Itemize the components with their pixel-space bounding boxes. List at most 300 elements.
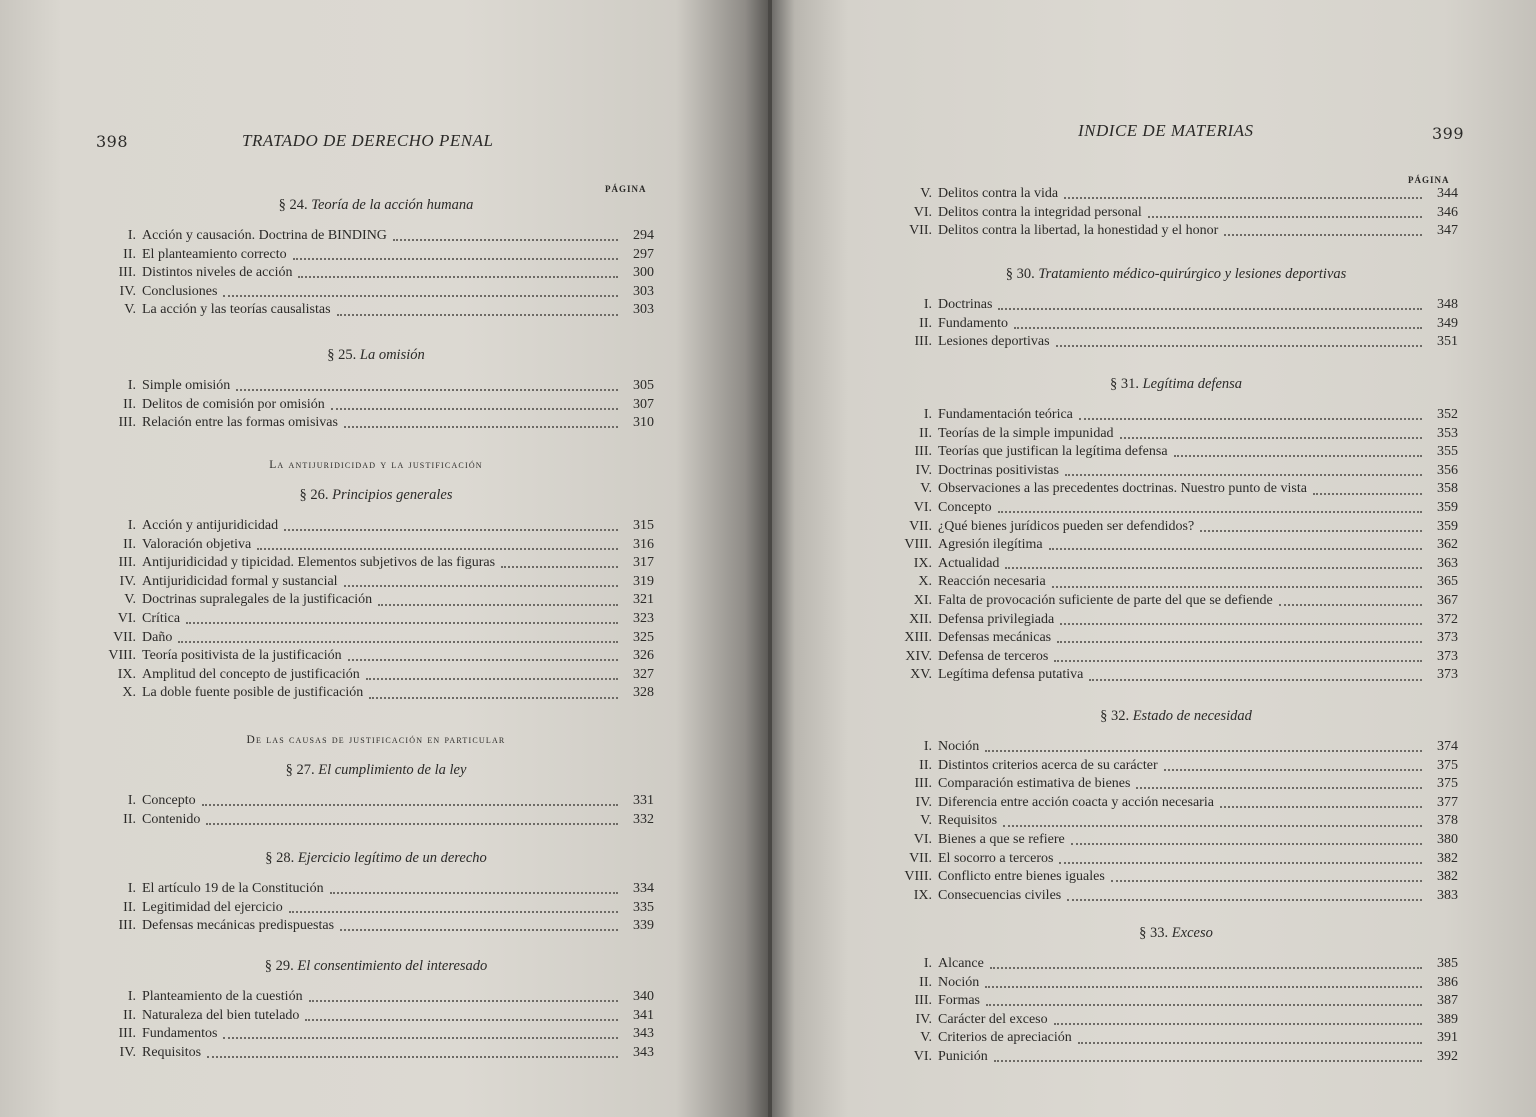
dot-leader — [202, 804, 618, 806]
entry-label: Doctrinas — [938, 297, 993, 312]
entry-number: IV. — [119, 283, 136, 299]
section-title: La omisión — [359, 347, 425, 363]
entry-number: I. — [127, 228, 136, 243]
entry-page: 378 — [1437, 813, 1458, 829]
section-title: Tratamiento médico-quirúrgico y lesiones deportivas — [1038, 266, 1347, 282]
entry-page: 305 — [633, 378, 654, 393]
dot-leader — [1064, 197, 1422, 199]
entry-page: 382 — [1437, 850, 1458, 866]
entry-page: 343 — [633, 1044, 654, 1060]
entry-label: Distintos criterios acerca de su carácter — [938, 757, 1158, 773]
dot-leader — [1054, 1023, 1422, 1025]
entry-number: I. — [923, 297, 932, 312]
entry-number: I. — [127, 989, 136, 1004]
toc-entry — [98, 900, 654, 919]
toc-entry — [98, 518, 654, 537]
entry-page: 392 — [1437, 1048, 1458, 1064]
right-page — [772, 0, 1536, 1117]
entry-label: Formas — [938, 993, 980, 1009]
toc-section — [98, 197, 654, 321]
dot-leader — [223, 1037, 618, 1039]
entry-page: 386 — [1437, 974, 1458, 990]
dot-leader — [1052, 586, 1422, 588]
entry-label: Conclusiones — [142, 283, 218, 299]
entry-number: V. — [124, 302, 136, 318]
section-heading — [98, 197, 654, 214]
entry-page: 319 — [633, 573, 654, 589]
entry-number: II. — [919, 974, 932, 990]
dot-leader — [985, 750, 1422, 752]
toc-entry — [98, 793, 654, 812]
entry-number: VII. — [909, 518, 932, 534]
dot-leader — [1065, 474, 1422, 476]
section-symbol: § 24. — [278, 197, 308, 213]
section-heading — [894, 925, 1458, 942]
entry-number: IV. — [119, 1044, 136, 1060]
entry-label: Contenido — [142, 811, 201, 827]
entry-label: Alcance — [938, 956, 984, 971]
running-title: TRATADO DE DERECHO PENAL — [242, 131, 494, 150]
entry-page: 347 — [1437, 223, 1458, 239]
toc-entry — [98, 812, 654, 831]
entry-label: Doctrinas supralegales de la justificación — [142, 592, 373, 608]
entry-label: El planteamiento correcto — [142, 246, 287, 262]
toc-entry — [894, 888, 1458, 907]
dot-leader — [1220, 806, 1422, 808]
pagina-label: PÁGINA — [605, 184, 647, 194]
entry-page: 373 — [1437, 667, 1458, 683]
toc-entry — [894, 316, 1458, 335]
entry-label: Requisitos — [938, 813, 998, 829]
entry-page: 374 — [1437, 739, 1458, 754]
entry-label: Fundamentos — [142, 1026, 218, 1042]
section-title: El cumplimiento de la ley — [318, 762, 467, 778]
toc-entry — [894, 223, 1458, 242]
entry-label: Requisitos — [142, 1044, 202, 1060]
toc-section — [894, 266, 1458, 353]
entry-page: 373 — [1437, 648, 1458, 664]
entry-label: Planteamiento de la cuestión — [142, 989, 303, 1004]
entry-number: I. — [127, 881, 136, 896]
entry-page: 391 — [1437, 1030, 1458, 1046]
page-number: 399 — [1432, 124, 1465, 143]
toc-entry — [894, 795, 1458, 814]
dot-leader — [186, 622, 618, 624]
entry-number: V. — [920, 1030, 932, 1046]
entry-page: 326 — [633, 648, 654, 664]
entry-label: Antijuridicidad y tipicidad. Elementos subjetivos de las figuras — [142, 555, 496, 571]
toc-entry — [894, 205, 1458, 224]
entry-page: 385 — [1437, 956, 1458, 971]
dot-leader — [331, 408, 618, 410]
toc-entry — [894, 519, 1458, 538]
entry-label: Daño — [142, 629, 173, 645]
entry-label: Delitos contra la libertad, la honestidad y el honor — [938, 223, 1219, 239]
entry-label: Amplitud del concepto de justificación — [142, 666, 360, 682]
entry-page: 325 — [633, 629, 654, 645]
section-title: Teoría de la acción humana — [311, 197, 474, 213]
entry-label: Doctrinas positivistas — [938, 462, 1059, 478]
dot-leader — [1067, 899, 1422, 901]
dot-leader — [1005, 567, 1422, 569]
dot-leader — [994, 1060, 1422, 1062]
dot-leader — [257, 548, 618, 550]
section-symbol: § 29. — [264, 958, 294, 974]
entry-number: III. — [914, 444, 932, 460]
entry-label: Fundamentación teórica — [938, 407, 1073, 422]
section-heading — [894, 376, 1458, 393]
entry-number: III. — [118, 1026, 136, 1042]
entry-number: X. — [918, 574, 932, 590]
dot-leader — [1054, 660, 1422, 662]
toc-entry — [98, 648, 654, 667]
entry-label: Distintos niveles de acción — [142, 265, 293, 281]
dot-leader — [340, 929, 618, 931]
dot-leader — [501, 566, 618, 568]
toc-entry — [894, 537, 1458, 556]
section-symbol: § 26. — [299, 487, 329, 503]
dot-leader — [1164, 769, 1422, 771]
entry-label: Teoría positivista de la justificación — [142, 648, 342, 664]
toc-entry — [894, 813, 1458, 832]
entry-page: 358 — [1437, 481, 1458, 497]
entry-page: 365 — [1437, 574, 1458, 590]
entry-number: IV. — [119, 573, 136, 589]
dot-leader — [289, 911, 618, 913]
pagina-label: PÁGINA — [1408, 175, 1450, 185]
entry-label: Defensas mecánicas — [938, 630, 1052, 646]
entry-number: VI. — [913, 1048, 932, 1064]
entry-page: 375 — [1437, 757, 1458, 773]
toc-entry — [98, 630, 654, 649]
entry-number: III. — [118, 555, 136, 571]
toc-entry — [894, 444, 1458, 463]
entry-page: 349 — [1437, 315, 1458, 331]
entry-number: VII. — [909, 223, 932, 239]
entry-page: 367 — [1437, 592, 1458, 608]
entry-label: Delitos contra la vida — [938, 186, 1059, 201]
entry-page: 372 — [1437, 611, 1458, 627]
section-symbol: § 31. — [1109, 376, 1139, 392]
toc-entry — [98, 415, 654, 434]
dot-leader — [998, 511, 1422, 513]
dot-leader — [298, 276, 618, 278]
entry-page: 352 — [1437, 407, 1458, 422]
toc-entry — [894, 993, 1458, 1012]
entry-label: Diferencia entre acción coacta y acción necesaria — [938, 794, 1214, 810]
toc-entry — [98, 685, 654, 704]
entry-page: 359 — [1437, 518, 1458, 534]
entry-page: 341 — [633, 1007, 654, 1023]
section-heading — [894, 708, 1458, 725]
section-symbol: § 25. — [327, 347, 357, 363]
entry-number: VIII. — [904, 537, 932, 553]
entry-number: VII. — [113, 629, 136, 645]
toc-entry — [894, 869, 1458, 888]
dot-leader — [369, 697, 618, 699]
section-heading — [98, 958, 654, 975]
dot-leader — [1111, 880, 1422, 882]
toc-entry — [98, 667, 654, 686]
entry-page: 307 — [633, 396, 654, 412]
entry-number: III. — [118, 415, 136, 431]
entry-page: 332 — [633, 811, 654, 827]
entry-number: IX. — [913, 555, 932, 571]
entry-number: VII. — [909, 850, 932, 866]
dot-leader — [378, 604, 618, 606]
entry-number: X. — [122, 685, 136, 701]
entry-number: I. — [923, 956, 932, 971]
entry-page: 297 — [633, 246, 654, 262]
toc-entry — [98, 1045, 654, 1064]
toc-entry — [894, 463, 1458, 482]
entry-number: V. — [920, 186, 932, 201]
section-title: Legítima defensa — [1142, 376, 1243, 392]
toc-entry — [98, 881, 654, 900]
dot-leader — [1279, 604, 1422, 606]
dot-leader — [1148, 216, 1422, 218]
entry-label: Conflicto entre bienes iguales — [938, 869, 1105, 885]
dot-leader — [998, 308, 1422, 310]
dot-leader — [206, 823, 618, 825]
entry-label: La acción y las teorías causalistas — [142, 302, 331, 318]
entry-number: III. — [914, 334, 932, 350]
dot-leader — [337, 314, 618, 316]
entry-number: III. — [914, 776, 932, 792]
dot-leader — [207, 1056, 618, 1058]
section-symbol: § 30. — [1005, 266, 1035, 282]
toc-section — [894, 186, 1458, 242]
toc-section — [98, 734, 654, 830]
entry-label: Falta de provocación suficiente de parte del que se defiende — [938, 592, 1273, 608]
dot-leader — [1060, 623, 1422, 625]
toc-entry — [894, 1049, 1458, 1068]
entry-page: 380 — [1437, 831, 1458, 847]
entry-number: IX. — [117, 666, 136, 682]
entry-label: Comparación estimativa de bienes — [938, 776, 1131, 792]
dot-leader — [1120, 437, 1422, 439]
toc-entry — [894, 407, 1458, 426]
toc-entry — [894, 612, 1458, 631]
dot-leader — [1200, 530, 1422, 532]
entry-page: 331 — [633, 793, 654, 808]
entry-label: Legitimidad del ejercicio — [142, 899, 283, 915]
toc-entry — [98, 265, 654, 284]
toc-section — [98, 958, 654, 1063]
entry-page: 339 — [633, 918, 654, 934]
part-title: La antijuridicidad y la justificación — [269, 459, 483, 471]
entry-number: I. — [127, 793, 136, 808]
section-symbol: § 28. — [265, 850, 295, 866]
entry-page: 383 — [1437, 887, 1458, 903]
part-title: De las causas de justificación en particular — [246, 734, 506, 746]
entry-number: XV. — [910, 667, 932, 683]
entry-page: 327 — [633, 666, 654, 682]
entry-page: 353 — [1437, 425, 1458, 441]
dot-leader — [1056, 345, 1422, 347]
entry-number: II. — [919, 425, 932, 441]
toc-entry — [894, 1012, 1458, 1031]
dot-leader — [1014, 327, 1422, 329]
entry-number: VI. — [913, 831, 932, 847]
toc-entry — [894, 776, 1458, 795]
entry-label: Relación entre las formas omisivas — [142, 415, 338, 431]
entry-label: Crítica — [142, 610, 181, 626]
entry-page: 300 — [633, 265, 654, 281]
dot-leader — [1136, 787, 1422, 789]
entry-number: II. — [919, 315, 932, 331]
entry-label: Observaciones a las precedentes doctrinas. Nuestro punto de vista — [938, 481, 1307, 497]
dot-leader — [1059, 862, 1422, 864]
entry-number: II. — [123, 396, 136, 412]
section-heading — [98, 487, 654, 504]
entry-label: Fundamento — [938, 315, 1008, 331]
toc-entry — [894, 667, 1458, 686]
entry-label: Defensa de terceros — [938, 648, 1049, 664]
dot-leader — [344, 585, 618, 587]
entry-label: ¿Qué bienes jurídicos pueden ser defendidos? — [938, 518, 1195, 534]
entry-page: 344 — [1437, 186, 1458, 201]
entry-label: Concepto — [142, 793, 196, 808]
entry-page: 382 — [1437, 869, 1458, 885]
dot-leader — [293, 258, 618, 260]
dot-leader — [309, 1000, 618, 1002]
entry-page: 323 — [633, 610, 654, 626]
toc-entry — [894, 975, 1458, 994]
entry-label: Teorías de la simple impunidad — [938, 425, 1114, 441]
toc-entry — [894, 851, 1458, 870]
section-symbol: § 33. — [1139, 925, 1169, 941]
entry-page: 321 — [633, 592, 654, 608]
entry-page: 334 — [633, 881, 654, 896]
entry-page: 315 — [633, 518, 654, 533]
toc-entry — [894, 426, 1458, 445]
dot-leader — [348, 659, 618, 661]
entry-number: II. — [123, 811, 136, 827]
toc-entry — [98, 918, 654, 937]
section-title: Exceso — [1171, 925, 1213, 941]
toc-entry — [98, 1026, 654, 1045]
entry-number: XIII. — [904, 630, 932, 646]
toc-entry — [98, 555, 654, 574]
dot-leader — [985, 986, 1422, 988]
dot-leader — [330, 892, 618, 894]
entry-label: Reacción necesaria — [938, 574, 1046, 590]
entry-label: Actualidad — [938, 555, 1000, 571]
dot-leader — [1224, 234, 1422, 236]
dot-leader — [1079, 418, 1422, 420]
entry-page: 389 — [1437, 1011, 1458, 1027]
dot-leader — [1089, 679, 1422, 681]
entry-number: V. — [920, 813, 932, 829]
section-symbol: § 27. — [285, 762, 315, 778]
toc-entry — [98, 302, 654, 321]
dot-leader — [1078, 1042, 1422, 1044]
entry-number: IV. — [915, 462, 932, 478]
section-symbol: § 32. — [1100, 708, 1130, 724]
entry-label: Antijuridicidad formal y sustancial — [142, 573, 338, 589]
entry-number: XI. — [913, 592, 932, 608]
entry-label: El socorro a terceros — [938, 850, 1054, 866]
entry-number: IV. — [915, 1011, 932, 1027]
toc-section — [98, 347, 654, 434]
entry-page: 348 — [1437, 297, 1458, 312]
entry-number: V. — [124, 592, 136, 608]
toc-entry — [894, 758, 1458, 777]
toc-entry — [98, 247, 654, 266]
entry-number: IX. — [913, 887, 932, 903]
toc-section — [894, 708, 1458, 906]
toc-entry — [98, 397, 654, 416]
entry-page: 363 — [1437, 555, 1458, 571]
entry-number: VI. — [117, 610, 136, 626]
entry-label: Consecuencias civiles — [938, 887, 1062, 903]
entry-number: VIII. — [904, 869, 932, 885]
toc-entry — [894, 481, 1458, 500]
entry-page: 356 — [1437, 462, 1458, 478]
entry-label: Acción y causación. Doctrina de BINDING — [142, 228, 387, 243]
dot-leader — [1049, 548, 1422, 550]
dot-leader — [1071, 843, 1422, 845]
dot-leader — [1003, 825, 1422, 827]
toc-entry — [98, 989, 654, 1008]
entry-label: Punición — [938, 1048, 988, 1064]
entry-number: II. — [123, 899, 136, 915]
entry-number: I. — [127, 518, 136, 533]
entry-label: Acción y antijuridicidad — [142, 518, 279, 533]
section-heading — [98, 850, 654, 867]
toc-entry — [894, 649, 1458, 668]
entry-number: II. — [123, 536, 136, 552]
entry-label: Naturaleza del bien tutelado — [142, 1007, 300, 1023]
entry-label: Criterios de apreciación — [938, 1030, 1072, 1046]
section-heading — [98, 347, 654, 364]
entry-number: VI. — [913, 499, 932, 515]
dot-leader — [344, 426, 618, 428]
page-number: 398 — [96, 132, 129, 151]
toc-entry — [894, 334, 1458, 353]
entry-page: 294 — [633, 228, 654, 243]
section-heading — [894, 266, 1458, 283]
toc-entry — [894, 297, 1458, 316]
entry-page: 359 — [1437, 499, 1458, 515]
toc-entry — [894, 739, 1458, 758]
entry-number: III. — [118, 265, 136, 281]
toc-entry — [894, 1030, 1458, 1049]
entry-number: I. — [923, 739, 932, 754]
entry-page: 303 — [633, 283, 654, 299]
entry-number: I. — [127, 378, 136, 393]
running-title: INDICE DE MATERIAS — [1078, 121, 1254, 140]
toc-entry — [98, 537, 654, 556]
toc-entry — [894, 500, 1458, 519]
entry-number: II. — [123, 246, 136, 262]
toc-section — [894, 925, 1458, 1068]
entry-number: VI. — [913, 204, 932, 220]
entry-page: 316 — [633, 536, 654, 552]
section-heading — [98, 762, 654, 779]
entry-page: 317 — [633, 555, 654, 571]
entry-label: Agresión ilegítima — [938, 537, 1043, 553]
section-title: Estado de necesidad — [1132, 708, 1252, 724]
entry-label: Teorías que justifican la legítima defensa — [938, 444, 1168, 460]
section-title: Ejercicio legítimo de un derecho — [297, 850, 487, 866]
entry-page: 377 — [1437, 794, 1458, 810]
toc-entry — [98, 284, 654, 303]
dot-leader — [305, 1019, 618, 1021]
entry-label: Simple omisión — [142, 378, 231, 393]
entry-page: 355 — [1437, 444, 1458, 460]
